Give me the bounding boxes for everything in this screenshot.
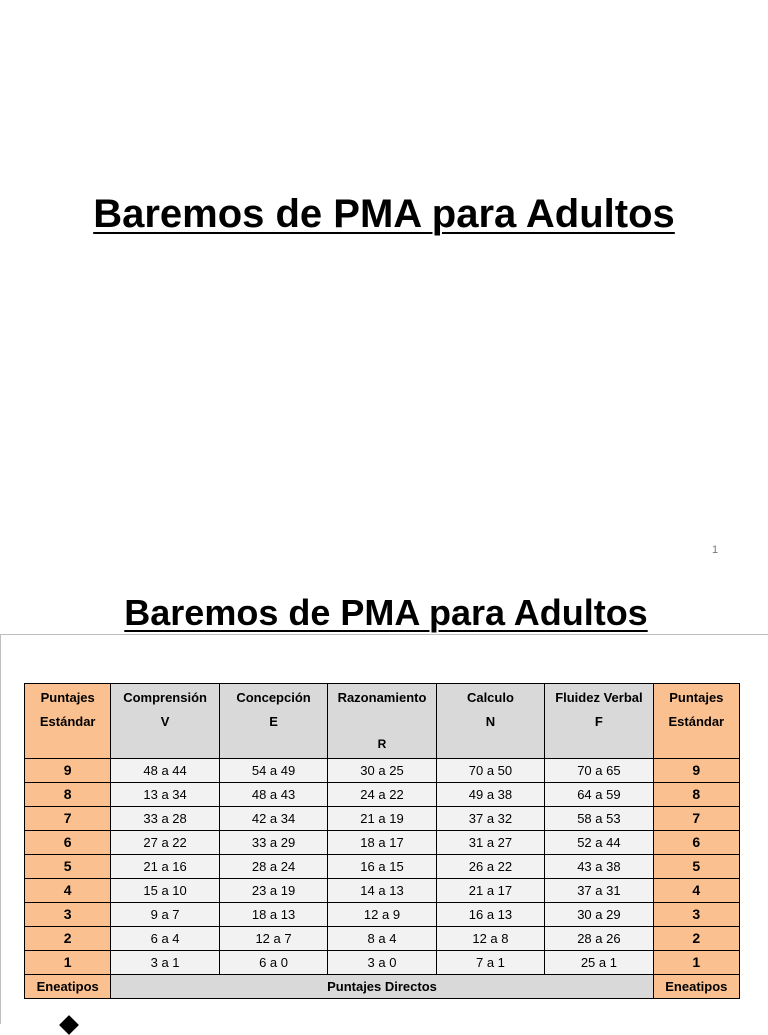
table-header-row xyxy=(25,684,740,759)
std-score-right: 3 xyxy=(653,903,739,927)
table-row xyxy=(25,903,740,927)
value-cell: 3 a 0 xyxy=(328,951,436,975)
std-score-right: 6 xyxy=(653,831,739,855)
value-cell: 9 a 7 xyxy=(111,903,219,927)
header-test-letter: R xyxy=(377,737,387,751)
value-cell: 33 a 28 xyxy=(111,807,219,831)
value-cell: 6 a 4 xyxy=(111,927,219,951)
baremos-table xyxy=(24,683,740,999)
value-cell: 8 a 4 xyxy=(328,927,436,951)
std-score-left: 1 xyxy=(25,951,111,975)
table-row xyxy=(25,807,740,831)
value-cell: 33 a 29 xyxy=(219,831,327,855)
header-std-right-line2: Estándar xyxy=(668,714,725,729)
header-test-name: Razonamiento xyxy=(337,690,427,705)
value-cell: 16 a 15 xyxy=(328,855,436,879)
table-row xyxy=(25,927,740,951)
header-test-name: Concepción xyxy=(236,690,311,705)
value-cell: 18 a 17 xyxy=(328,831,436,855)
value-cell: 21 a 16 xyxy=(111,855,219,879)
footer-eneatipos-left: Eneatipos xyxy=(25,975,111,999)
value-cell: 12 a 8 xyxy=(436,927,544,951)
header-std-left-line1: Puntajes xyxy=(40,690,95,705)
std-score-right: 1 xyxy=(653,951,739,975)
value-cell: 3 a 1 xyxy=(111,951,219,975)
slide-2 xyxy=(0,570,768,1024)
value-cell: 7 a 1 xyxy=(436,951,544,975)
std-score-left: 4 xyxy=(25,879,111,903)
table-row xyxy=(25,855,740,879)
value-cell: 14 a 13 xyxy=(328,879,436,903)
std-score-right: 4 xyxy=(653,879,739,903)
std-score-left: 7 xyxy=(25,807,111,831)
header-test-name: Fluidez Verbal xyxy=(555,690,643,705)
std-score-right: 9 xyxy=(653,759,739,783)
header-comprension xyxy=(111,684,219,759)
value-cell: 21 a 19 xyxy=(328,807,436,831)
value-cell: 12 a 9 xyxy=(328,903,436,927)
header-fluidez-verbal xyxy=(545,684,653,759)
value-cell: 18 a 13 xyxy=(219,903,327,927)
value-cell: 48 a 44 xyxy=(111,759,219,783)
header-calculo xyxy=(436,684,544,759)
std-score-left: 5 xyxy=(25,855,111,879)
header-razonamiento xyxy=(328,684,436,759)
header-test-name: Comprensión xyxy=(123,690,207,705)
value-cell: 28 a 26 xyxy=(545,927,653,951)
value-cell: 16 a 13 xyxy=(436,903,544,927)
header-test-letter: E xyxy=(269,714,278,729)
value-cell: 48 a 43 xyxy=(219,783,327,807)
value-cell: 25 a 1 xyxy=(545,951,653,975)
slide-2-title: Baremos de PMA para Adultos xyxy=(124,592,648,633)
value-cell: 58 a 53 xyxy=(545,807,653,831)
value-cell: 23 a 19 xyxy=(219,879,327,903)
value-cell: 21 a 17 xyxy=(436,879,544,903)
slide-1-title: Baremos de PMA para Adultos xyxy=(93,192,675,236)
header-std-left xyxy=(25,684,111,759)
value-cell: 37 a 32 xyxy=(436,807,544,831)
table-row xyxy=(25,879,740,903)
slide-number: 1 xyxy=(712,544,719,556)
std-score-left: 9 xyxy=(25,759,111,783)
value-cell: 24 a 22 xyxy=(328,783,436,807)
value-cell: 30 a 29 xyxy=(545,903,653,927)
header-test-letter: N xyxy=(485,714,496,729)
header-std-left-line2: Estándar xyxy=(39,714,96,729)
std-score-right: 2 xyxy=(653,927,739,951)
std-score-left: 2 xyxy=(25,927,111,951)
std-score-right: 7 xyxy=(653,807,739,831)
value-cell: 27 a 22 xyxy=(111,831,219,855)
value-cell: 42 a 34 xyxy=(219,807,327,831)
value-cell: 12 a 7 xyxy=(219,927,327,951)
table-row xyxy=(25,759,740,783)
value-cell: 70 a 65 xyxy=(545,759,653,783)
value-cell: 70 a 50 xyxy=(436,759,544,783)
value-cell: 15 a 10 xyxy=(111,879,219,903)
header-test-name: Calculo xyxy=(466,690,514,705)
value-cell: 26 a 22 xyxy=(436,855,544,879)
value-cell: 31 a 27 xyxy=(436,831,544,855)
std-score-left: 8 xyxy=(25,783,111,807)
value-cell: 43 a 38 xyxy=(545,855,653,879)
value-cell: 49 a 38 xyxy=(436,783,544,807)
header-std-right-line1: Puntajes xyxy=(669,690,724,705)
footer-puntajes-directos: Puntajes Directos xyxy=(111,975,653,999)
table-row xyxy=(25,951,740,975)
value-cell: 13 a 34 xyxy=(111,783,219,807)
table-row xyxy=(25,831,740,855)
header-std-right xyxy=(653,684,739,759)
value-cell: 64 a 59 xyxy=(545,783,653,807)
value-cell: 30 a 25 xyxy=(328,759,436,783)
std-score-left: 6 xyxy=(25,831,111,855)
footer-eneatipos-right: Eneatipos xyxy=(653,975,739,999)
std-score-left: 3 xyxy=(25,903,111,927)
value-cell: 37 a 31 xyxy=(545,879,653,903)
value-cell: 28 a 24 xyxy=(219,855,327,879)
table-row xyxy=(25,783,740,807)
value-cell: 54 a 49 xyxy=(219,759,327,783)
header-concepcion xyxy=(219,684,327,759)
header-test-letter: V xyxy=(160,714,170,729)
std-score-right: 5 xyxy=(653,855,739,879)
std-score-right: 8 xyxy=(653,783,739,807)
header-test-letter: F xyxy=(594,714,603,729)
table-footer-row xyxy=(25,975,740,999)
value-cell: 6 a 0 xyxy=(219,951,327,975)
value-cell: 52 a 44 xyxy=(545,831,653,855)
